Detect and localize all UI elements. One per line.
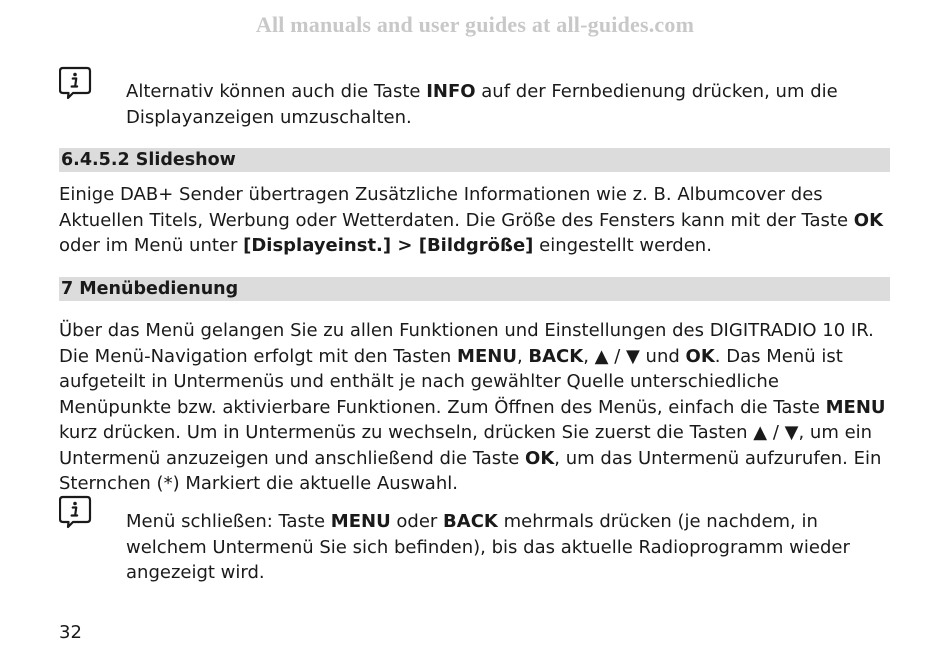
note-info-key — [126, 79, 896, 130]
heading-text: 6.4.5.2 Slideshow — [61, 150, 236, 170]
paragraph-text: , um das Untermenü aufzurufen. Ein Sternchen (*) Markiert die aktuelle Auswahl. — [59, 447, 882, 494]
key-info: INFO — [426, 81, 476, 102]
menu-paragraph — [59, 318, 889, 497]
key-ok: OK — [685, 345, 715, 367]
watermark: All manuals and user guides at all-guides.com — [255, 12, 695, 37]
note-text: mehrmals drücken (je nachdem, in welchem Untermenü Sie sich befinden), bis das aktuelle Radioprogramm wieder angezeigt wird. — [126, 511, 850, 583]
slideshow-paragraph — [59, 182, 889, 259]
key-back: BACK — [528, 345, 584, 367]
section-heading-menu — [59, 277, 890, 301]
key-menu: MENU — [330, 511, 391, 532]
info-icon — [59, 495, 93, 529]
section-heading-slideshow — [59, 148, 890, 172]
paragraph-text: oder im Menü unter — [59, 235, 244, 256]
key-ok: OK — [853, 209, 884, 231]
key-menu: MENU — [457, 345, 517, 367]
note-close-menu — [126, 509, 871, 586]
key-back: BACK — [443, 511, 498, 532]
note-text: Menü schließen: Taste — [126, 511, 331, 532]
page-number: 32 — [59, 622, 82, 643]
heading-text: 7 Menübedienung — [61, 279, 239, 299]
paragraph-text: Einige DAB+ Sender übertragen Zusätzliche Informationen wie z. B. Albumcover des Aktuellen Titels, Werbung oder Wetterdaten. Die Größe des Fensters kann mit der Taste — [59, 184, 854, 231]
paragraph-text: eingestellt werden. — [533, 235, 712, 256]
paragraph-text: . Das Menü ist aufgeteilt in Untermenüs und enthält je nach gewählter Quelle unterschiedliche Menüpunkte bzw. aktivierbare Funktionen. Zum Öffnen des Menüs, einfach die Taste — [59, 345, 843, 418]
paragraph-text: Über das Menü gelangen Sie zu allen Funktionen und Einstellungen des DIGITRADIO 10 IR. Die Menü-Navigation erfolgt mit den Tasten — [59, 320, 874, 367]
note-text: auf der Fernbedienung drücken, um die Displayanzeigen umzuschalten. — [126, 81, 838, 128]
note-text: oder — [390, 511, 444, 532]
key-menu: MENU — [825, 396, 886, 418]
paragraph-text: , ▲ / ▼ und — [583, 345, 686, 367]
menu-path: [Displayeinst.] > [Bildgröße] — [243, 235, 534, 256]
key-ok: OK — [525, 447, 555, 469]
note-text: Alternativ können auch die Taste — [126, 81, 427, 102]
paragraph-text: kurz drücken. Um in Untermenüs zu wechseln, drücken Sie zuerst die Tasten ▲ / ▼, um ein Untermenü anzuzeigen und anschließend die Taste — [59, 422, 873, 469]
paragraph-text: , — [516, 345, 529, 367]
info-icon — [59, 66, 93, 100]
